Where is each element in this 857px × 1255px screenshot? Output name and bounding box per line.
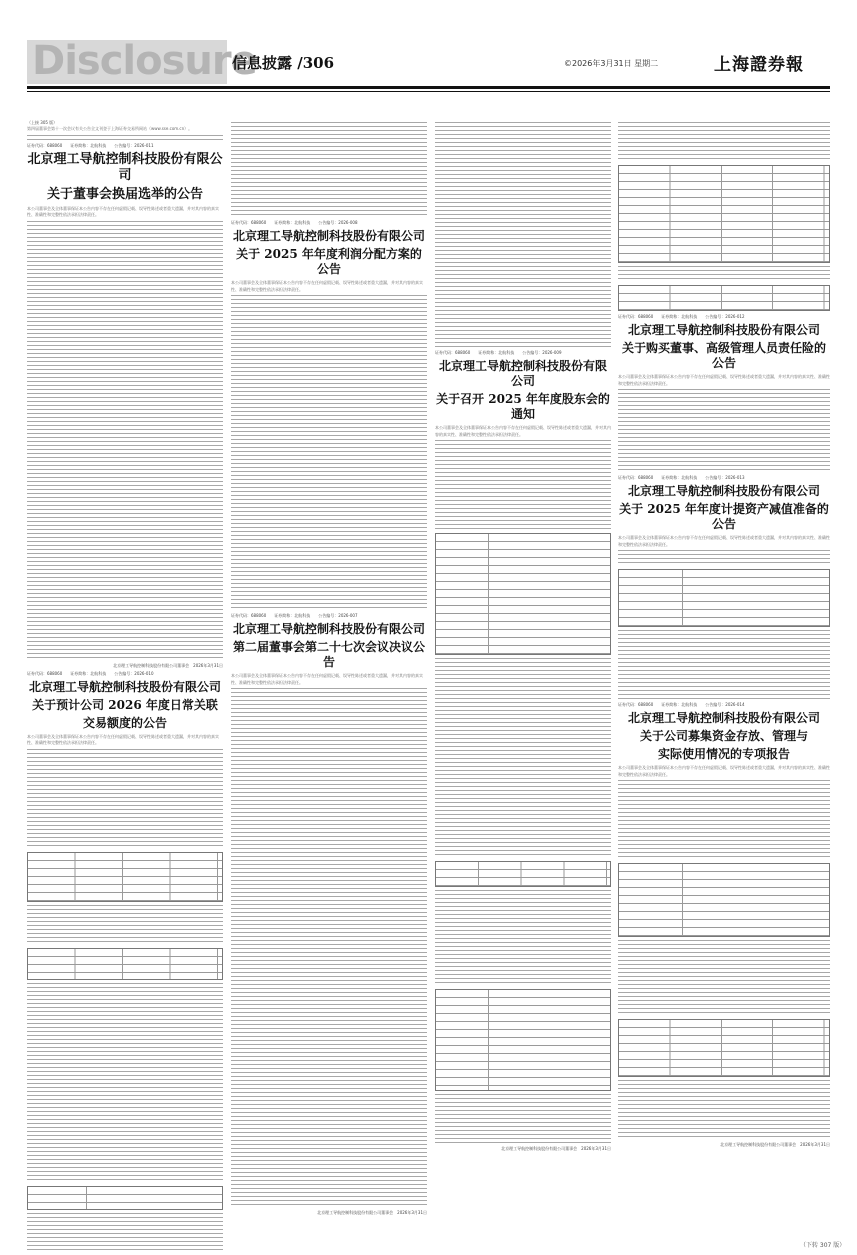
disclosure-banner: Disclosure <box>32 38 257 84</box>
intro-text: 第四届董事会第十一次会议有关公告全文刊登于上海证券交易所网站（www.sse.com.cn）。 <box>27 126 193 131</box>
agenda-table <box>435 533 611 655</box>
announcement-meta: 证券代码：688060 证券简称：北航科技 公告编号：2026-007 <box>231 613 358 618</box>
announcement-company: 北京理工导航控制科技股份有限公司 <box>27 151 223 183</box>
announcement-meta: 证券代码：688060 证券简称：北航科技 公告编号：2026-011 <box>27 142 154 148</box>
announcement-meta: 证券代码：688060 证券简称：北航科技 公告编号：2026-010 <box>27 670 154 676</box>
body-text-block <box>618 550 830 566</box>
announcement-company: 北京理工导航控制科技股份有限公司 <box>627 484 820 498</box>
announcement-meta: 证券代码：688060 证券简称：北航科技 公告编号：2026-012 <box>618 314 745 319</box>
announcement-disclaimer: 本公司董事会及全体董事保证本公告内容不存在任何虚假记载、误导性陈述或者重大遗漏，并对其内容的真实性、准确性和完整性依法承担法律责任。 <box>435 425 611 437</box>
signature-line: 北京理工导航控制科技股份有限公司董事会 2026年3月31日 <box>113 662 223 668</box>
body-text-block <box>231 295 427 611</box>
announcement-company: 北京理工导航控制科技股份有限公司 <box>232 229 425 243</box>
signature-line: 北京理工导航控制科技股份有限公司董事会 2026年3月31日 <box>317 1210 427 1215</box>
masthead <box>0 0 857 92</box>
announcement-title: 关于董事会换届选举的公告 <box>46 186 203 202</box>
announcement-company: 北京理工导航控制科技股份有限公司 <box>232 622 425 636</box>
announcement-company: 北京理工导航控制科技股份有限公司 <box>627 711 820 725</box>
announcement-disclaimer: 本公司董事会及全体董事保证本公告内容不存在任何虚假记载、误导性陈述或者重大遗漏，并对其内容的真实性、准确性和完整性依法承担法律责任。 <box>27 733 219 745</box>
section-title: 信息披露 /306 <box>232 54 335 72</box>
announcement-title: 关于购买董事、高级管理人员责任险的公告 <box>621 341 826 370</box>
body-text-block <box>27 221 223 661</box>
continued-note: （上接 305 版） <box>27 120 58 125</box>
account-table <box>618 1019 830 1077</box>
body-text-block <box>27 905 223 945</box>
announcement-title: 第二届董事会第二十七次会议决议公告 <box>232 640 425 669</box>
body-text-block <box>435 122 611 348</box>
announcement-title-cont: 交易额度的公告 <box>82 715 167 730</box>
announcement-disclaimer: 本公司董事会及全体董事保证本公告内容不存在任何虚假记载、误导性陈述或者重大遗漏，并对其内容的真实性、准确性和完整性依法承担法律责任。 <box>618 765 830 777</box>
header-rule <box>27 86 830 89</box>
announcement-meta: 证券代码：688060 证券简称：北航科技 公告编号：2026-014 <box>618 702 745 707</box>
announcement-title: 关于公司募集资金存放、管理与 <box>639 729 808 743</box>
announcement-disclaimer: 本公司董事会及全体董事保证本公告内容不存在任何虚假记载、误导性陈述或者重大遗漏，并对其内容的真实性、准确性和完整性依法承担法律责任。 <box>231 280 423 292</box>
data-table <box>27 852 223 902</box>
announcement-disclaimer: 本公司董事会及全体董事保证本公告内容不存在任何虚假记载、误导性陈述或者重大遗漏，并对其内容的真实性、准确性和完整性依法承担法律责任。 <box>618 374 830 386</box>
column-3 <box>435 120 611 1152</box>
continued-footer: （下转 307 版） <box>800 1242 846 1249</box>
impairment-table <box>618 569 830 627</box>
body-text-block <box>618 389 830 473</box>
body-text-block <box>27 749 223 849</box>
announcement-disclaimer: 本公司董事会及全体董事保证本公告内容不存在任何虚假记载、误导性陈述或者重大遗漏，并对其内容的真实性、准确性和完整性依法承担法律责任。 <box>27 205 219 217</box>
publication-date: ©2026年3月31日 星期二 <box>564 59 659 68</box>
body-text-block <box>618 122 830 162</box>
data-table <box>435 861 611 887</box>
announcement-title: 关于 2025 年年度利润分配方案的公告 <box>236 247 422 276</box>
candidate-table <box>618 165 830 263</box>
announcement-meta: 证券代码：688060 证券简称：北航科技 公告编号：2026-013 <box>618 475 745 480</box>
announcement-company: 北京理工导航控制科技股份有限公司 <box>28 679 221 694</box>
signature-line: 北京理工导航控制科技股份有限公司董事会 2026年3月31日 <box>501 1146 611 1151</box>
body-text-block <box>27 983 223 1183</box>
proxy-form-table <box>435 989 611 1091</box>
announcement-title: 关于预计公司 2026 年度日常关联 <box>32 697 218 712</box>
body-text-block <box>618 1080 830 1140</box>
announcement-meta: 证券代码：688060 证券简称：北航科技 公告编号：2026-009 <box>435 350 562 355</box>
column-1 <box>27 120 223 1255</box>
column-2 <box>231 120 427 1216</box>
data-table <box>27 948 223 980</box>
announcement-title-cont: 实际使用情况的专项报告 <box>657 747 790 761</box>
announcement-disclaimer: 本公司董事会及全体董事保证本公告内容不存在任何虚假记载、误导性陈述或者重大遗漏，并对其内容的真实性、准确性和完整性依法承担法律责任。 <box>231 673 423 685</box>
body-text-block <box>27 135 223 141</box>
body-text-block <box>231 688 427 1208</box>
announcement-company: 北京理工导航控制科技股份有限公司 <box>438 359 607 388</box>
announcement-company: 北京理工导航控制科技股份有限公司 <box>627 323 820 337</box>
data-table <box>27 1186 223 1210</box>
body-text-block <box>618 630 830 700</box>
newspaper-name: 上海證券報 <box>714 55 804 75</box>
body-text-block <box>618 780 830 860</box>
header-rule-thin <box>27 91 830 92</box>
signature-line: 北京理工导航控制科技股份有限公司董事会 2026年3月31日 <box>720 1142 830 1147</box>
column-4 <box>618 120 830 1148</box>
announcement-title: 关于 2025 年年度计提资产减值准备的公告 <box>619 502 829 531</box>
body-text-block <box>435 1094 611 1144</box>
announcement-title: 关于召开 2025 年年度股东会的通知 <box>436 392 610 421</box>
body-text-block <box>618 940 830 1016</box>
body-text-block <box>435 890 611 986</box>
fund-table <box>618 863 830 937</box>
data-table <box>618 285 830 311</box>
body-text-block <box>435 658 611 858</box>
body-text-block <box>27 1213 223 1253</box>
body-text-block <box>618 266 830 282</box>
announcement-meta: 证券代码：688060 证券简称：北航科技 公告编号：2026-008 <box>231 220 358 225</box>
announcement-disclaimer: 本公司董事会及全体董事保证本公告内容不存在任何虚假记载、误导性陈述或者重大遗漏，并对其内容的真实性、准确性和完整性依法承担法律责任。 <box>618 535 830 547</box>
body-text-block <box>435 440 611 530</box>
body-text-block <box>231 122 427 218</box>
